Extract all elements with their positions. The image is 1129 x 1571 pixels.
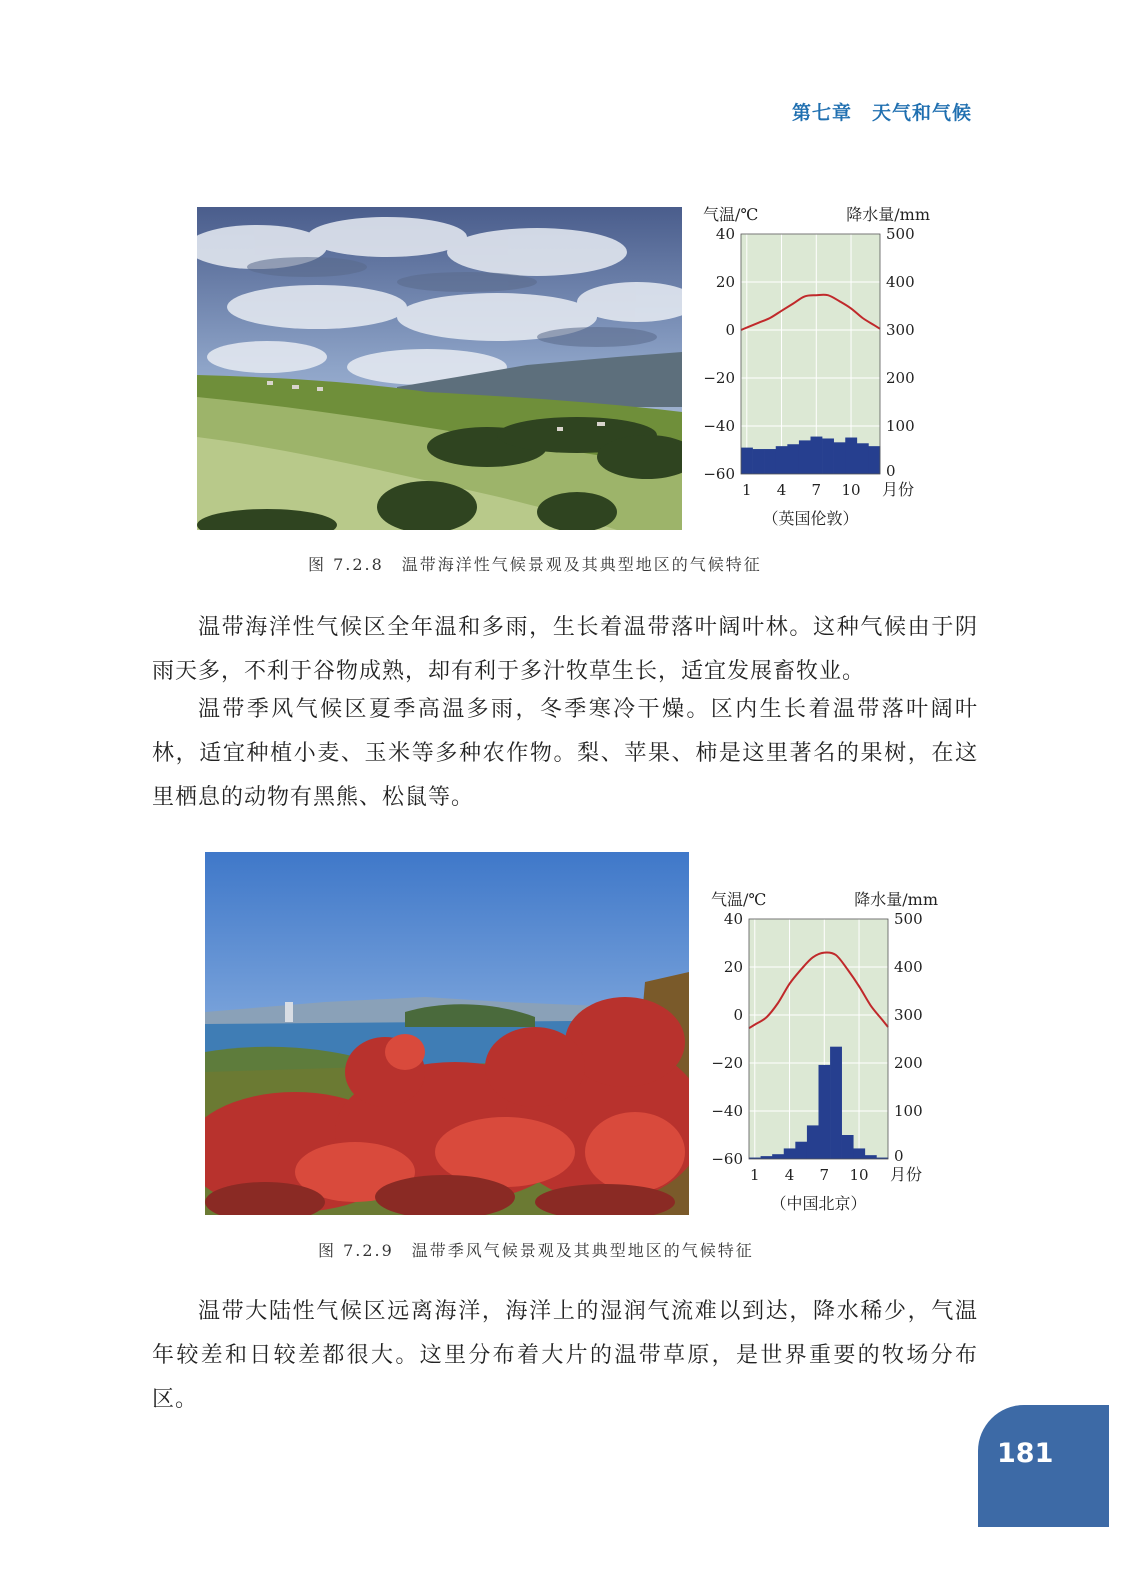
temperature-axis-title: 气温/℃ (711, 890, 767, 909)
figure-caption-2: 图 7.2.9 温带季风气候景观及其典型地区的气候特征 (318, 1241, 754, 1260)
month-axis-unit: 月份 (890, 1165, 923, 1184)
precipitation-tick-label: 400 (894, 958, 923, 976)
figure-caption-1: 图 7.2.8 温带海洋性气候景观及其典型地区的气候特征 (308, 555, 762, 574)
hills-cloudy-sky-icon (197, 207, 682, 530)
precipitation-bar (822, 438, 834, 474)
month-tick-label: 4 (776, 481, 787, 499)
chapter-header: 第七章 天气和气候 (792, 102, 973, 124)
precipitation-bar (799, 440, 811, 474)
precipitation-bar (845, 438, 857, 474)
month-tick-label: 10 (849, 1166, 869, 1184)
precipitation-bar (807, 1125, 819, 1159)
month-axis-unit: 月份 (882, 480, 915, 499)
red-foliage-lake-icon (205, 852, 689, 1215)
landscape-photo-ocean-climate (197, 207, 682, 530)
precipitation-tick-label: 0 (886, 462, 896, 480)
paragraph-continental-climate: 温带大陆性气候区远离海洋，海洋上的湿润气流难以到达，降水稀少，气温年较差和日较差都很大。这里分布着大片的温带草原，是世界重要的牧场分布区。 (152, 1299, 978, 1412)
precipitation-tick-label: 0 (894, 1147, 904, 1165)
month-tick-label: 4 (784, 1166, 795, 1184)
precipitation-bar (741, 448, 753, 474)
precipitation-bar (830, 1047, 842, 1159)
precipitation-tick-label: 200 (886, 369, 915, 387)
temperature-tick-label: −60 (711, 1150, 743, 1168)
climate-chart-svg (698, 885, 948, 1223)
precipitation-bar (842, 1135, 854, 1159)
paragraph-monsoon-climate: 温带季风气候区夏季高温多雨，冬季寒冷干燥。区内生长着温带落叶阔叶林，适宜种植小麦、玉米等多种农作物。梨、苹果、柿是这里著名的果树，在这里栖息的动物有黑熊、松鼠等。 (152, 697, 978, 810)
precipitation-axis-title: 降水量/mm (846, 205, 930, 224)
precipitation-bar (819, 1065, 831, 1159)
temperature-tick-label: 20 (715, 273, 735, 291)
temperature-tick-label: −20 (703, 369, 735, 387)
precipitation-tick-label: 500 (894, 910, 923, 928)
month-tick-label: 1 (750, 1166, 760, 1184)
temperature-tick-label: 40 (723, 910, 743, 928)
month-tick-label: 7 (811, 481, 822, 499)
precipitation-bar (787, 444, 799, 474)
temperature-tick-label: 0 (725, 321, 735, 339)
page-number: 181 (997, 1438, 1054, 1469)
precipitation-bar (865, 1155, 877, 1159)
precipitation-bar (764, 449, 776, 474)
temperature-tick-label: 40 (715, 225, 735, 243)
climate-chart-beijing (698, 885, 948, 1223)
precipitation-bar (795, 1142, 807, 1159)
place-label: （英国伦敦） (762, 509, 859, 528)
precipitation-bar (868, 446, 880, 474)
precipitation-tick-label: 300 (886, 321, 915, 339)
precipitation-bar (761, 1156, 773, 1159)
precipitation-axis-title: 降水量/mm (854, 890, 938, 909)
precipitation-tick-label: 200 (894, 1054, 923, 1072)
precipitation-tick-label: 100 (886, 417, 915, 435)
climate-chart-london (690, 200, 940, 538)
precipitation-bar (834, 442, 846, 474)
temperature-axis-title: 气温/℃ (703, 205, 759, 224)
precipitation-tick-label: 400 (886, 273, 915, 291)
precipitation-tick-label: 500 (886, 225, 915, 243)
climate-chart-svg (690, 200, 940, 538)
precipitation-bar (772, 1154, 784, 1159)
temperature-tick-label: −60 (703, 465, 735, 483)
precipitation-tick-label: 300 (894, 1006, 923, 1024)
precipitation-tick-label: 100 (894, 1102, 923, 1120)
temperature-tick-label: −20 (711, 1054, 743, 1072)
precipitation-bar (853, 1148, 865, 1159)
temperature-tick-label: 20 (723, 958, 743, 976)
temperature-tick-label: −40 (711, 1102, 743, 1120)
temperature-tick-label: 0 (733, 1006, 743, 1024)
precipitation-bar (753, 449, 765, 474)
month-tick-label: 1 (742, 481, 752, 499)
precipitation-bar (776, 446, 788, 474)
landscape-photo-monsoon-climate (205, 852, 689, 1215)
month-tick-label: 7 (819, 1166, 830, 1184)
temperature-tick-label: −40 (703, 417, 735, 435)
precipitation-bar (784, 1148, 796, 1159)
month-tick-label: 10 (841, 481, 861, 499)
paragraph-ocean-climate: 温带海洋性气候区全年温和多雨，生长着温带落叶阔叶林。这种气候由于阴雨天多，不利于谷物成熟，却有利于多汁牧草生长，适宜发展畜牧业。 (152, 615, 978, 684)
precipitation-bar (857, 443, 869, 474)
place-label: （中国北京） (770, 1194, 867, 1213)
precipitation-bar (811, 437, 823, 474)
